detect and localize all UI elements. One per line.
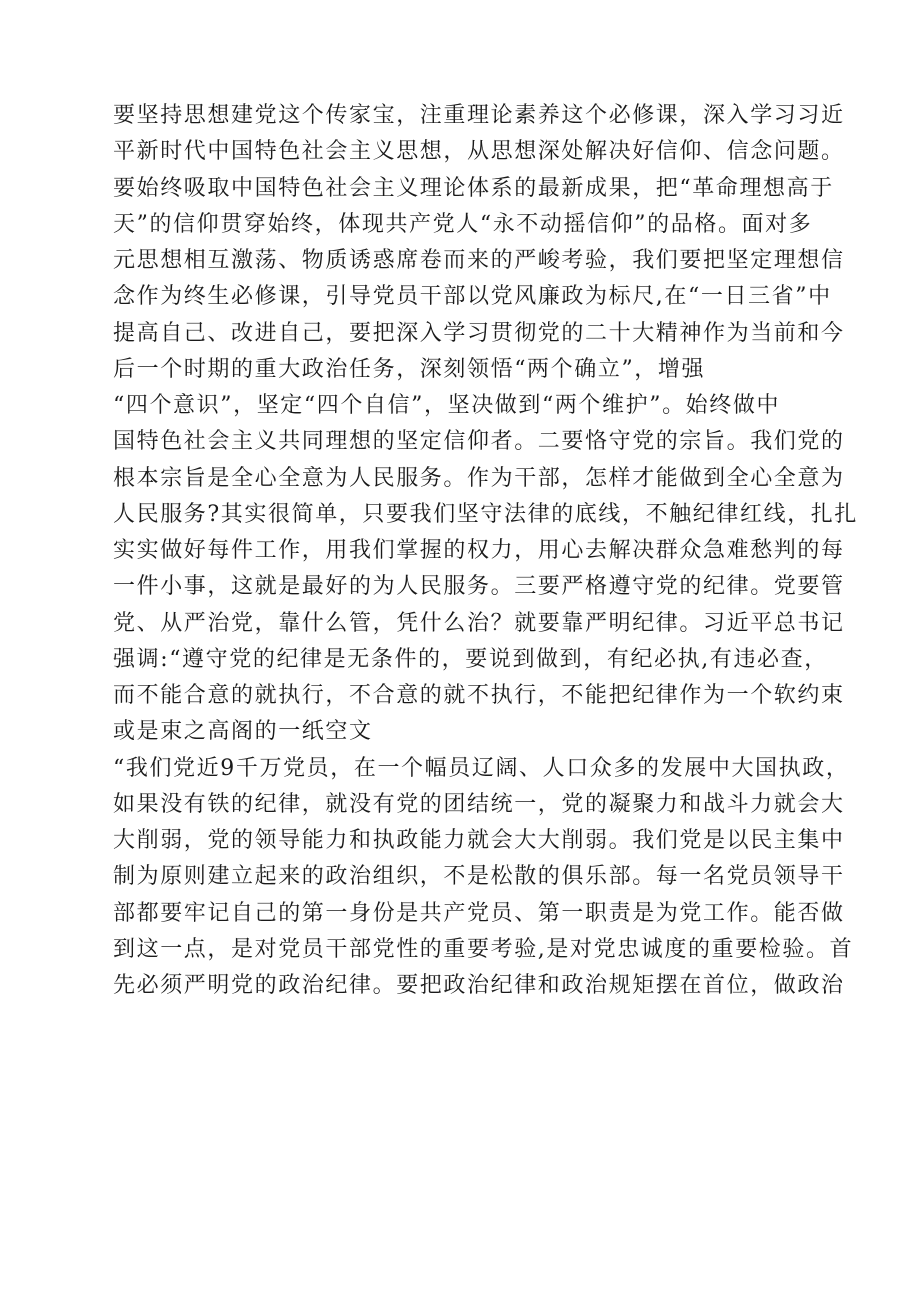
text-line: 后一个时期的重大政治任务，深刻领悟“两个确立”，增强 [113, 356, 706, 382]
text-line: 提高自己、改进自己，要把深入学习贯彻党的二十大精神作为当前和今 [113, 320, 845, 346]
text-line: 根本宗旨是全心全意为人民服务。作为干部，怎样才能做到全心全意为 [113, 465, 845, 491]
text-line: 强调:“遵守党的纪律是无条件的，要说到做到，有纪必执,有违必查， [113, 646, 828, 672]
text-line: 天”的信仰贯穿始终，体现共产党人“永不动摇信仰”的品格。面对多 [113, 211, 813, 237]
text-line: 到这一点，是对党员干部党性的重要考验,是对党忠诚度的重要检验。首 [113, 936, 854, 962]
text-line: 要坚持思想建党这个传家宝，注重理论素养这个必修课，深入学习习近 [113, 103, 845, 128]
text-line: 制为原则建立起来的政治组织，不是松散的俱乐部。每一名党员领导干 [113, 864, 845, 890]
text-line: 大削弱，党的领导能力和执政能力就会大大削弱。我们党是以民主集中 [113, 828, 845, 853]
text-line: 如果没有铁的纪律，就没有党的团结统一，党的凝聚力和战斗力就会大 [113, 791, 845, 817]
text-line: 平新时代中国特色社会主义思想，从思想深处解决好信仰、信念问题。 [113, 139, 845, 165]
text-line: 实实做好每件工作，用我们掌握的权力，用心去解决群众急难愁判的每 [113, 538, 845, 563]
text-line: 元思想相互激荡、物质诱惑席卷而来的严峻考验，我们要把坚定理想信 [113, 248, 845, 273]
text-line: 先必须严明党的政治纪律。要把政治纪律和政治规矩摆在首位，做政治 [113, 973, 845, 998]
text-line: 国特色社会主义共同理想的坚定信仰者。二要恪守党的宗旨。我们党的 [113, 429, 845, 455]
text-line: 或是束之高阁的一纸空文 [113, 719, 373, 745]
body-text [113, 98, 858, 1004]
text-line: 部都要牢记自己的第一身份是共产党员、第一职责是为党工作。能否做 [113, 900, 845, 926]
text-line: “我们党近9千万党员，在一个幅员辽阔、人口众多的发展中大国执政， [113, 755, 850, 781]
text-line: “四个意识”，坚定“四个自信”，坚决做到“两个维护”。始终做中 [113, 393, 781, 418]
text-line: 人民服务?其实很简单，只要我们坚守法律的底线，不触纪律红线，扎扎 [113, 501, 858, 527]
text-line: 党、从严治党，靠什么管，凭什么治？就要靠严明纪律。习近平总书记 [113, 610, 845, 636]
text-line: 而不能合意的就执行，不合意的就不执行，不能把纪律作为一个软约束 [113, 683, 845, 708]
text-line: 念作为终生必修课，引导党员干部以党风廉政为标尺,在“一日三省”中 [113, 284, 832, 310]
text-line: 一件小事，这就是最好的为人民服务。三要严格遵守党的纪律。党要管 [113, 574, 845, 600]
text-line: 要始终吸取中国特色社会主义理论体系的最新成果，把“革命理想高于 [113, 175, 834, 201]
